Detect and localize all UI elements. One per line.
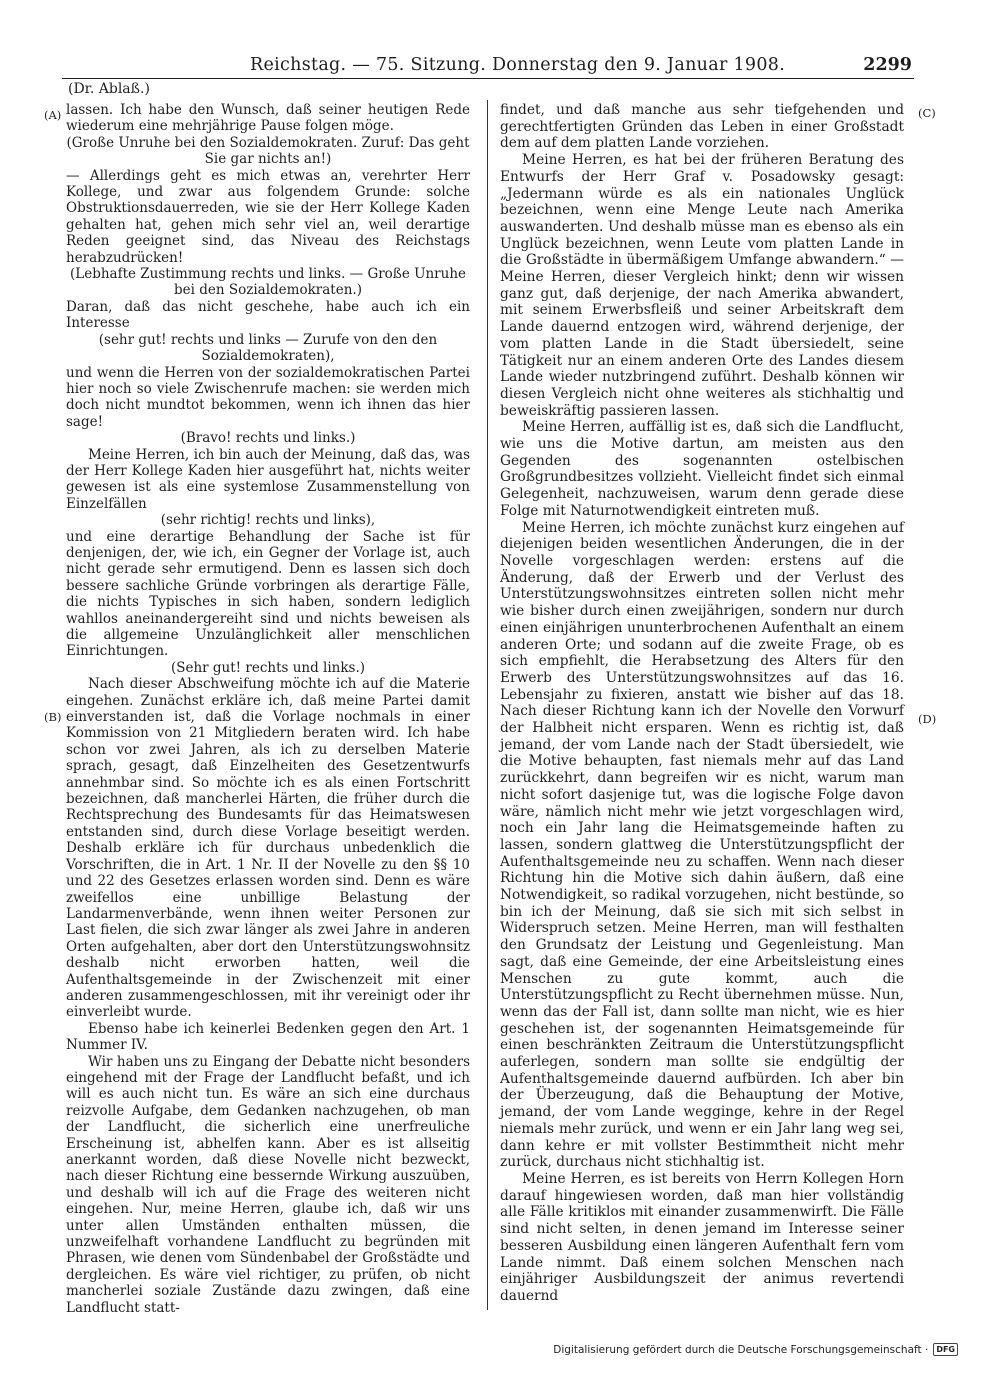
interjection: (sehr richtig! rechts und links), [160, 512, 376, 529]
margin-marker-a: (A) [44, 108, 62, 122]
interjection: (Sehr gut! rechts und links.) [170, 659, 366, 676]
speaker-label: (Dr. Ablaß.) [68, 81, 150, 97]
page-header [70, 55, 912, 77]
column-divider [487, 100, 488, 1310]
margin-marker-d: (D) [918, 712, 937, 726]
paragraph: — Allerdings geht es mich etwas an, verehrter Herr Kollege, und zwar aus folgendem Grunde: solche Obstruktionsdauerreden, wie sie der Herr Kollege Kaden gehalten hat, gehen mich sehr viel an, weil derartige Reden geeignet sind, das Niveau des Reichstags herabzudrücken! [66, 167, 470, 266]
paragraph: Meine Herren, ich möchte zunächst kurz eingehen auf diejenigen beiden wesentlichen Änderungen, die in der Novelle vorgeschlagen werden: erstens auf die Änderung, daß der Erwerb und der Verlust des Unterstützungswohnsitzes eintreten sollen nicht mehr wie bisher durch einen zweijährigen, sondern nur durch einen einjährigen ununterbrochenen Aufenthalt an einem anderen Orte; und sodann auf die zweite Frage, ob es sich empfiehlt, die Herabsetzung des Alters für den Erwerb des Unterstützungswohnsitzes auf das 16. Lebensjahr zu fixieren, anstatt wie bisher auf das 18. Nach dieser Richtung kann ich der Novelle den Vorwurf der Halbheit nicht ersparen. Wenn es richtig ist, daß jemand, der vom Lande nach der Stadt übersiedelt, wie die Motive behaupten, fast niemals mehr auf das Land zurückkehrt, dann begreifen wir es nicht, warum man nicht sofort dasjenige tut, was die logische Folge davon wäre, nämlich nicht mehr wie jetzt vorgeschlagen wird, noch ein Jahr lang die Heimatsgemeinde haften zu lassen, sondern glattweg die Unterstützungspflicht der Aufenthaltsgemeinde neu zu schaffen. Wenn nach dieser Richtung hin die Motive sich dahin äußern, daß eine Notwendigkeit, so radikal vorzugehen, nicht bestünde, so bin ich der Meinung, daß sie sich mit sich selbst in Widerspruch setzen. Meine Herren, man will festhalten den Grundsatz der Leistung und Gegenleistung. Man sagt, daß eine Gemeinde, der eine Arbeitsleistung eines Menschen zu gute kommt, auch die Unterstützungspflicht zu Recht übernehmen müsse. Nun, wenn das der Fall ist, dann sollte man nicht, wie es hier geschehen ist, der sogenannten Heimatsgemeinde für einen beschränkten Zeitraum die Unterstützungspflicht auferlegen, sondern man sollte sie endgültig der Aufenthaltsgemeinde dauernd aufbürden. Ich aber bin der Überzeugung, daß die Behauptung der Motive, jemand, der vom Lande wegginge, kehre in der Regel niemals mehr zurück, und wenn er ein Jahr lang weg sei, dann kehre er mit vollster Bestimmtheit nicht mehr zurück, durchaus nicht stichhaltig ist. [500, 519, 904, 1171]
paragraph: Meine Herren, auffällig ist es, daß sich die Landflucht, wie uns die Motive dartun, am meisten aus den Gegenden des sogenannten ostelbischen Großgrundbesitzes vollzieht. Vielleicht findet sich einmal Gelegenheit, nachzuweisen, warum denn gerade diese Folge mit Naturnotwendigkeit eintreten muß. [500, 419, 904, 519]
interjection: (Große Unruhe bei den Sozialdemokraten. Zuruf: Das geht Sie gar nichts an!) [66, 134, 470, 168]
paragraph: Meine Herren, es ist bereits von Herrn Kollegen Horn darauf hingewiesen worden, daß man hier vollständig alle Fälle kritiklos mit einander zusammenwirft. Die Fälle sind nicht selten, in denen jemand im Interesse seiner besseren Ausbildung einen längeren Aufenthalt fern vom Lande nimmt. Daß einem solchen Menschen nach einjähriger Ausbildungszeit der animus revertendi dauernd [500, 1171, 904, 1304]
paragraph: Ebenso habe ich keinerlei Bedenken gegen den Art. 1 Nummer IV. [66, 1020, 470, 1054]
paragraph: Meine Herren, ich bin auch der Meinung, daß das, was der Herr Kollege Kaden hier ausgeführt hat, nichts weiter gewesen ist als eine systemlose Zusammenstellung von Einzelfällen [66, 446, 470, 512]
paragraph: Daran, daß das nicht geschehe, habe auch ich ein Interesse [66, 298, 470, 332]
dfg-logo-icon: DFG [933, 1343, 958, 1356]
paragraph: und eine derartige Behandlung der Sache ist für denjenigen, der, wie ich, ein Gegner der Vorlage ist, auch nicht gerade sehr ermutigend. Denn es lassen sich doch bessere sachliche Gründe vorbringen als derartige Fälle, die nichts Typisches in sich haben, sondern lediglich wahllos aneinandergereiht sind und nichts beweisen als die allgemeine Unzulänglichkeit aller menschlichen Einrichtungen. [66, 528, 470, 660]
left-column [66, 102, 470, 1316]
right-column [500, 102, 904, 1305]
interjection: (sehr gut! rechts und links — Zurufe von den den Sozialdemokraten), [98, 331, 438, 365]
paragraph: findet, und daß manche aus sehr tiefgehenden und gerechtfertigten Gründen das Leben in einer Großstadt dem auf dem platten Lande vorziehen. [500, 102, 904, 152]
margin-marker-c: (C) [918, 106, 936, 120]
interjection: (Bravo! rechts und links.) [180, 430, 356, 447]
paragraph: Wir haben uns zu Eingang der Debatte nicht besonders eingehend mit der Frage der Landflucht befaßt, und ich will es auch nicht tun. Es wäre an sich eine durchaus reizvolle Aufgabe, dem Gedanken nachzugehen, ob man der Landflucht, die sicherlich eine unerfreuliche Erscheinung ist, abhelfen kann. Aber es ist allseitig anerkannt worden, daß diese Novelle nicht bezweckt, nach dieser Richtung eine bessernde Wirkung auszuüben, und deshalb will ich auf die Frage des weiteren nicht eingehen. Nur, meine Herren, glaube ich, daß wir uns unter allen Umständen enthalten müssen, die unzweifelhaft vorhandene Landflucht zu begründen mit Phrasen, wie denen vom Sündenbabel der Großstädte und dergleichen. Es wäre viel richtiger, zu prüfen, ob nicht mancherlei soziale Zustände dazu zwingen, daß eine Landflucht statt- [66, 1053, 470, 1316]
paragraph: Meine Herren, es hat bei der früheren Beratung des Entwurfs der Herr Graf v. Posadowsky gesagt: „Jedermann würde es als ein nationales Unglück bezeichnen, wenn eine Menge Leute nach Amerika auswanderten. Und deshalb müsse man es ebenso als ein Unglück bezeichnen, wenn Leute vom platten Lande in die Großstädte in übermäßigem Umfange abwandern.“ — Meine Herren, dieser Vergleich hinkt; denn wir wissen ganz gut, daß derjenige, der nach Amerika abwandert, mit seinem Erwerbsfleiß und seiner Arbeitskraft dem Lande dauernd entzogen wird, während derjenige, der vom platten Lande in die Stadt übersiedelt, seine Tätigkeit nur an einem anderen Orte des Landes diesem Lande wieder nutzbringend zuführt. Deshalb können wir diesen Vergleich nicht ohne weiteres als stichhaltig und beweiskräftig passieren lassen. [500, 152, 904, 419]
interjection: (Lebhafte Zustimmung rechts und links. — Große Unruhe bei den Sozialdemokraten.) [69, 266, 467, 299]
margin-marker-b: (B) [44, 710, 62, 724]
footer [553, 1343, 958, 1356]
footer-text: Digitalisierung gefördert durch die Deutsche Forschungsgemeinschaft · [553, 1343, 929, 1356]
running-title: Reichstag. — 75. Sitzung. Donnerstag den 9. Januar 1908. [250, 55, 786, 75]
header-rule [62, 78, 914, 79]
page-number: 2299 [863, 55, 912, 75]
paragraph: lassen. Ich habe den Wunsch, daß seiner heutigen Rede wiederum eine mehrjährige Pause folgen möge. [66, 102, 470, 135]
paragraph: Nach dieser Abschweifung möchte ich auf die Materie eingehen. Zunächst erkläre ich, daß meine Partei damit einverstanden ist, daß die Vorlage nochmals in einer Kommission von 21 Mitgliedern beraten wird. Ich habe schon vor zwei Jahren, als ich zu derselben Materie sprach, gesagt, daß Einzelheiten des Gesetzentwurfs annehmbar sind. So möchte ich es als einen Fortschritt bezeichnen, daß mancherlei Härten, die früher durch die Rechtsprechung des Bundesamts für das Heimatswesen entstanden sind, durch diese Vorlage beseitigt werden. Deshalb erkläre ich für durchaus unbedenklich die Vorschriften, die in Art. 1 Nr. II der Novelle zu den §§ 10 und 22 des Gesetzes erlassen worden sind. Denn es wäre zweifellos eine unbillige Belastung der Landarmenverbände, wenn ihnen weiter Personen zur Last fielen, die sich zwar länger als zwei Jahre in anderen Orten aufgehalten, aber dort den Unterstützungswohnsitz deshalb nicht erworben hatten, weil die Aufenthaltsgemeinde in der Zwischenzeit mit einer anderen zusammengeschlossen, mit ihr vereinigt oder ihr einverleibt wurde. [66, 676, 470, 1021]
paragraph: und wenn die Herren von der sozialdemokratischen Partei hier noch so viele Zwischenrufe machen: sie werden mich doch nicht mundtot bekommen, wenn ich ihnen das hier sage! [66, 364, 470, 430]
